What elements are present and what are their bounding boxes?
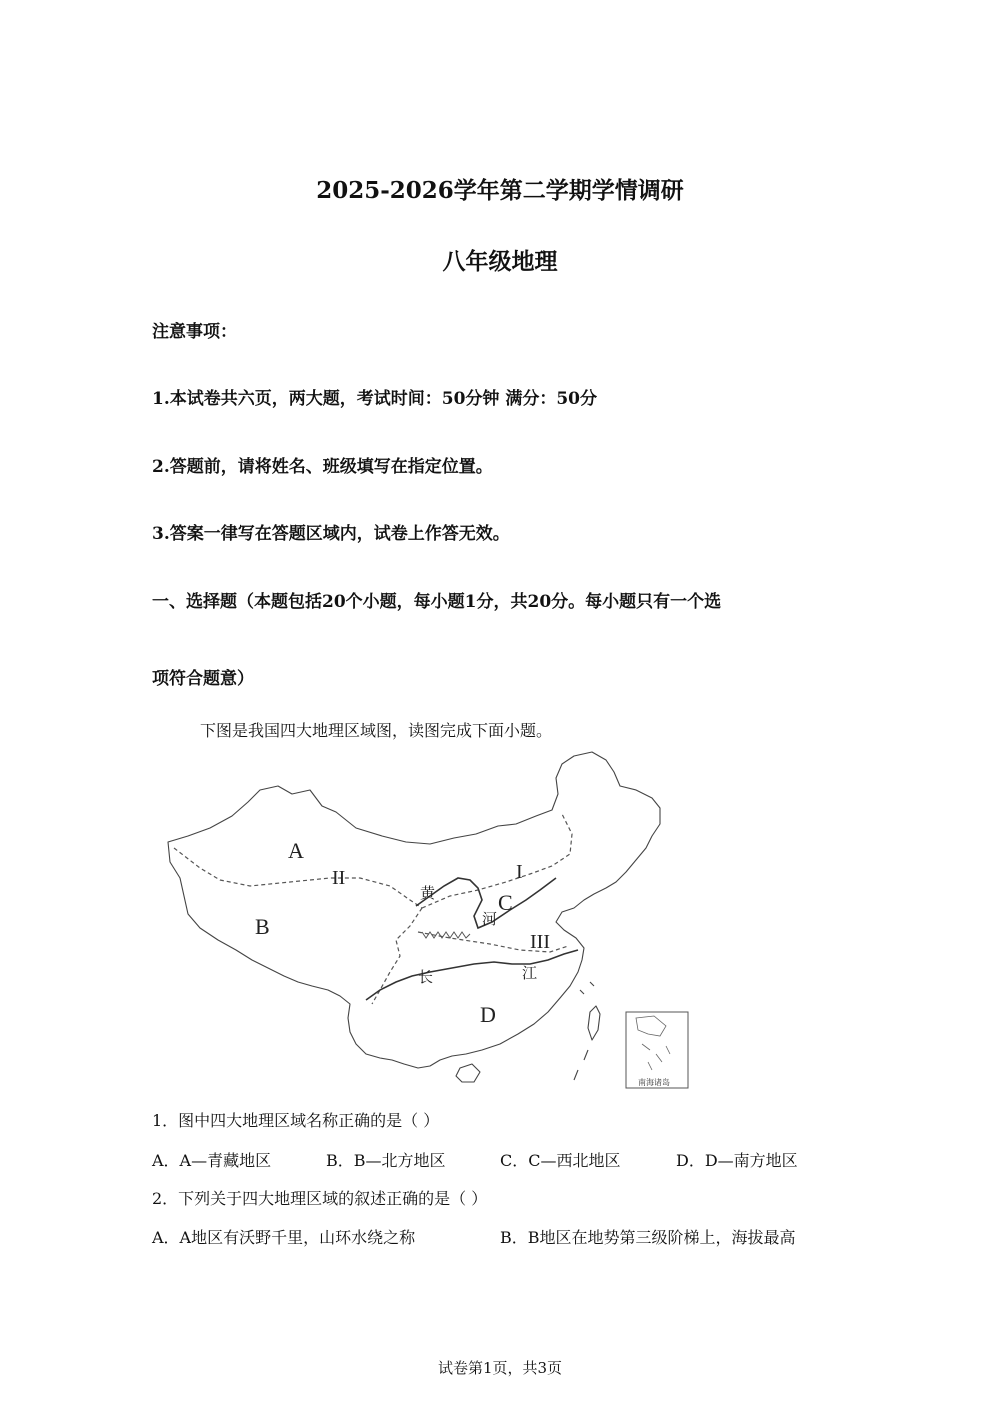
hainan-outline	[456, 1064, 480, 1082]
roman-label-iii: III	[530, 931, 550, 953]
exam-subtitle: 八年级地理	[442, 248, 558, 275]
inset-label: 南海诸岛	[638, 1078, 670, 1087]
notice-item-2: 2.答题前，请将姓名、班级填写在指定位置。	[152, 457, 493, 477]
yangtze-river	[366, 950, 578, 1000]
question-1-option-a: A．A—青藏地区	[152, 1151, 272, 1170]
region-label-a: A	[288, 838, 304, 863]
page-footer: 试卷第1页，共3页	[437, 1359, 563, 1377]
china-regions-map	[160, 750, 705, 1095]
roman-label-i: I	[516, 861, 523, 883]
question-2-stem: 2．下列关于四大地理区域的叙述正确的是（ ）	[152, 1189, 488, 1208]
section-heading-line2: 项符合题意）	[152, 669, 254, 689]
river-char-chang: 长	[418, 970, 434, 986]
river-char-huang: 黄	[420, 886, 436, 902]
question-1-option-c: C．C—西北地区	[500, 1151, 621, 1170]
question-2-option-b: B．B地区在地势第三级阶梯上，海拔最高	[500, 1228, 796, 1247]
china-outline	[168, 752, 660, 1068]
map-intro: 下图是我国四大地理区域图，读图完成下面小题。	[200, 721, 553, 740]
region-label-b: B	[255, 914, 270, 939]
question-1-stem: 1．图中四大地理区域名称正确的是（ ）	[152, 1111, 440, 1130]
south-china-sea-inset	[626, 1012, 688, 1088]
question-1-option-b: B．B—北方地区	[326, 1151, 446, 1170]
section-heading-line1: 一、选择题（本题包括20个小题，每小题1分，共20分。每小题只有一个选	[152, 592, 722, 612]
notice-item-3: 3.答案一律写在答题区域内，试卷上作答无效。	[152, 524, 510, 544]
taiwan-outline	[588, 1006, 600, 1040]
exam-title: 2025-2026学年第二学期学情调研	[316, 177, 684, 204]
river-char-he: 河	[482, 912, 498, 928]
roman-label-ii: II	[332, 867, 346, 889]
river-char-jiang: 江	[522, 966, 538, 982]
region-label-c: C	[498, 890, 513, 915]
region-label-d: D	[480, 1002, 496, 1027]
question-2-option-a: A．A地区有沃野千里，山环水绕之称	[152, 1228, 416, 1247]
notice-item-1: 1.本试卷共六页，两大题，考试时间：50分钟 满分：50分	[152, 389, 597, 409]
question-1-option-d: D．D—南方地区	[676, 1151, 798, 1170]
boundary-north-west-east	[422, 814, 572, 908]
notice-heading: 注意事项：	[152, 322, 237, 342]
